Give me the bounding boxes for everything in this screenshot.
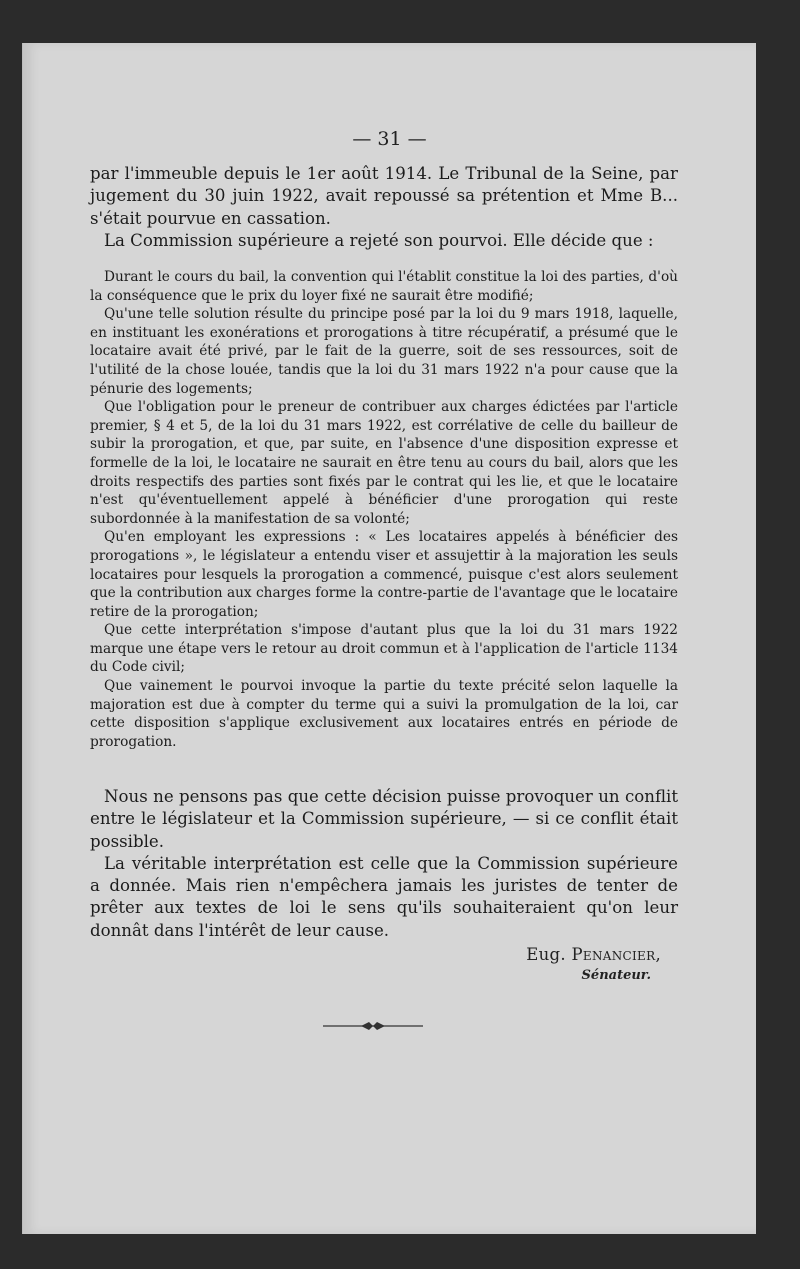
author-first-name: Eug. [526,945,566,964]
intro-paragraph: par l'immeuble depuis le 1er août 1914. Le Tribunal de la Seine, par jugement du 30 juin 1922, avait repoussé sa prétention et Mme B... s'était pourvue en cassation. [90,164,678,228]
book-page [22,43,756,1234]
intro-section [90,163,678,252]
author-name [526,945,661,964]
signature-block [526,945,661,983]
decision-paragraph: Qu'en employant les expressions : « Les locataires appelés à bénéficier des prorogations », le législateur a entendu viser et assujettir à la majoration les seuls locataires pour lesquels la prorogation a commencé, puisque c'est alors seulement que la contribution aux charges forme la contre-partie de l'avantage que le locataire retire de la prorogation; [90,529,678,620]
decision-paragraph: Durant le cours du bail, la convention qui l'établit constitue la loi des parties, d'où la conséquence que le prix du loyer fixé ne saurait être modifié; [90,269,678,304]
decision-paragraph: Que l'obligation pour le preneur de contribuer aux charges édictées par l'article premier, § 4 et 5, de la loi du 31 mars 1922, est corrélative de celle du bailleur de subir la prorogation, et que, par suite, en l'absence d'une disposition expresse et formelle de la loi, le locataire ne saurait en être tenu au cours du bail, alors que les droits respectifs des parties sont fixés par le contrat qui les lie, et que le locataire n'est qu'éventuellement appelé à bénéficier d'une prorogation qui reste subordonnée à la manifestation de sa volonté; [90,399,678,527]
decision-paragraph: Que cette interprétation s'impose d'autant plus que la loi du 31 mars 1922 marque une étape vers le retour au droit commun et à l'application de l'article 1134 du Code civil; [90,622,678,676]
author-surname: Penancier, [571,945,661,964]
ornament-divider-icon [323,1019,423,1033]
conclusion-section [90,786,678,942]
conclusion-paragraph: La véritable interprétation est celle que la Commission supérieure a donnée. Mais rien n'empêchera jamais les juristes de tenter de prêter aux textes de loi le sens qu'ils souhaiteraient qu'on leur donnât dans l'intérêt de leur cause. [90,853,678,940]
intro-paragraph: La Commission supérieure a rejeté son pourvoi. Elle décide que : [104,230,654,250]
conclusion-paragraph: Nous ne pensons pas que cette décision puisse provoquer un conflit entre le législateur et la Commission supérieure, — si ce conflit était possible. [90,787,678,851]
decision-paragraph: Qu'une telle solution résulte du principe posé par la loi du 9 mars 1918, laquelle, en instituant les exonérations et prorogations à titre récupératif, a présumé que le locataire avait été privé, par le fait de la guerre, soit de ses ressources, soit de l'utilité de la chose louée, tandis que la loi du 31 mars 1922 n'a pour cause que la pénurie des logements; [90,306,678,397]
decision-paragraph: Que vainement le pourvoi invoque la partie du texte précité selon laquelle la majoration est due à compter du terme qui a suivi la promulgation de la loi, car cette disposition s'applique exclusivement aux locataires entrés en période de prorogation. [90,678,678,750]
page-number: — 31 — [352,128,427,150]
decision-quote [90,268,678,751]
author-title: Sénateur. [581,968,651,983]
